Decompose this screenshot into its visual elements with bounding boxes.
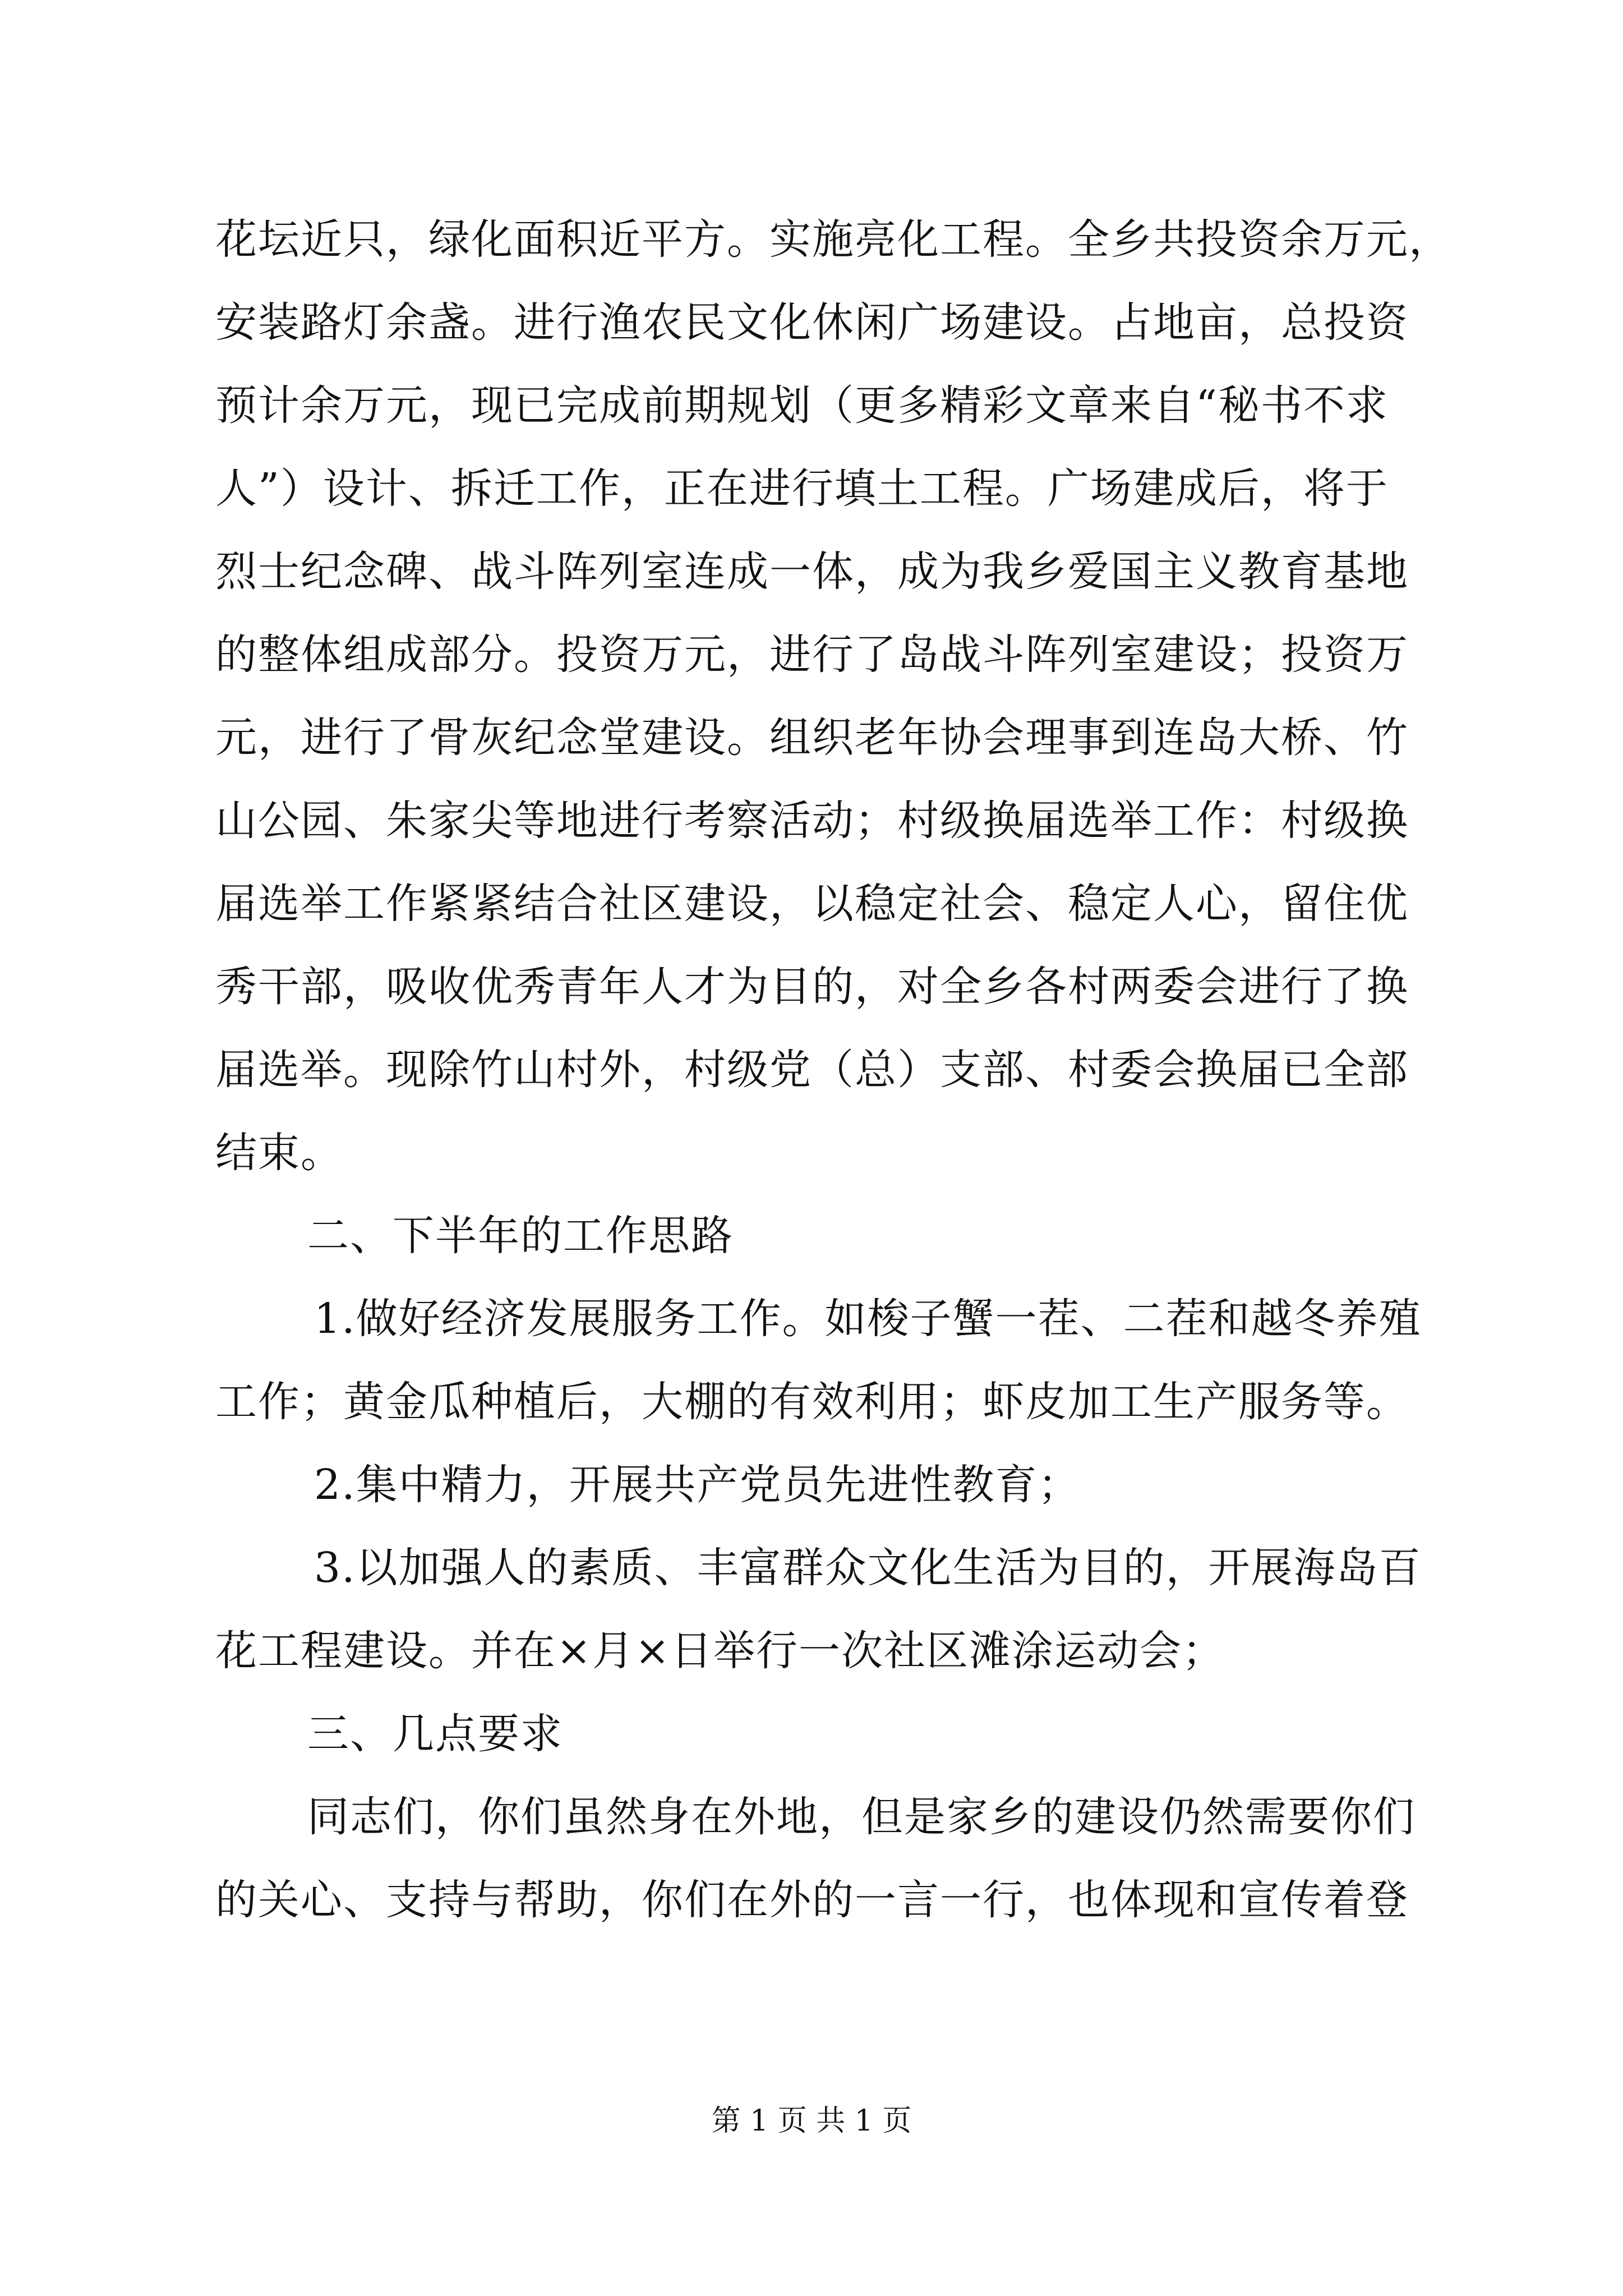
body-line-10: 秀干部，吸收优秀青年人才为目的，对全乡各村两委会进行了换 — [215, 963, 1409, 1011]
body-line-12: 结束。 — [215, 1129, 343, 1177]
body-line-5: 烈士纪念碑、战斗阵列室连成一体，成为我乡爱国主义教育基地 — [215, 547, 1409, 596]
body-line-7: 元，进行了骨灰纪念堂建设。组织老年协会理事到连岛大桥、竹 — [215, 714, 1409, 762]
page-footer: 第 1 页 共 1 页 — [711, 2104, 912, 2138]
body-line-6: 的整体组成部分。投资万元，进行了岛战斗阵列室建设；投资万 — [215, 631, 1409, 679]
body-line-11: 届选举。现除竹山村外，村级党（总）支部、村委会换届已全部 — [215, 1046, 1409, 1094]
body-line-4: 人”）设计、拆迁工作，正在进行填土工程。广场建成后，将于 — [215, 464, 1389, 513]
list-item-3-cont: 花工程建设。并在×月×日举行一次社区滩涂运动会； — [215, 1627, 1225, 1675]
body-line-8: 山公园、朱家尖等地进行考察活动；村级换届选举工作：村级换 — [215, 797, 1409, 845]
body-line-3: 预计余万元，现已完成前期规划（更多精彩文章来自“秘书不求 — [215, 381, 1389, 430]
list-item-1: 1.做好经济发展服务工作。如梭子蟹一茬、二茬和越冬养殖 — [314, 1295, 1422, 1343]
list-item-3: 3.以加强人的素质、丰富群众文化生活为目的，开展海岛百 — [314, 1544, 1422, 1592]
body-line-1: 花坛近只，绿化面积近平方。实施亮化工程。全乡共投资余万元， — [215, 215, 1451, 264]
list-item-1-cont: 工作；黄金瓜种植后，大棚的有效利用；虾皮加工生产服务等。 — [215, 1378, 1409, 1426]
section-heading-2: 二、下半年的工作思路 — [307, 1212, 734, 1260]
list-item-2: 2.集中精力，开展共产党员先进性教育； — [314, 1461, 1081, 1509]
body-line-21: 的关心、支持与帮助，你们在外的一言一行，也体现和宣传着登 — [215, 1876, 1409, 1924]
body-line-9: 届选举工作紧紧结合社区建设，以稳定社会、稳定人心，留住优 — [215, 880, 1409, 928]
body-line-20: 同志们，你们虽然身在外地，但是家乡的建设仍然需要你们 — [307, 1793, 1415, 1841]
body-line-2: 安装路灯余盏。进行渔农民文化休闲广场建设。占地亩，总投资 — [215, 298, 1409, 347]
section-heading-3: 三、几点要求 — [307, 1710, 563, 1758]
